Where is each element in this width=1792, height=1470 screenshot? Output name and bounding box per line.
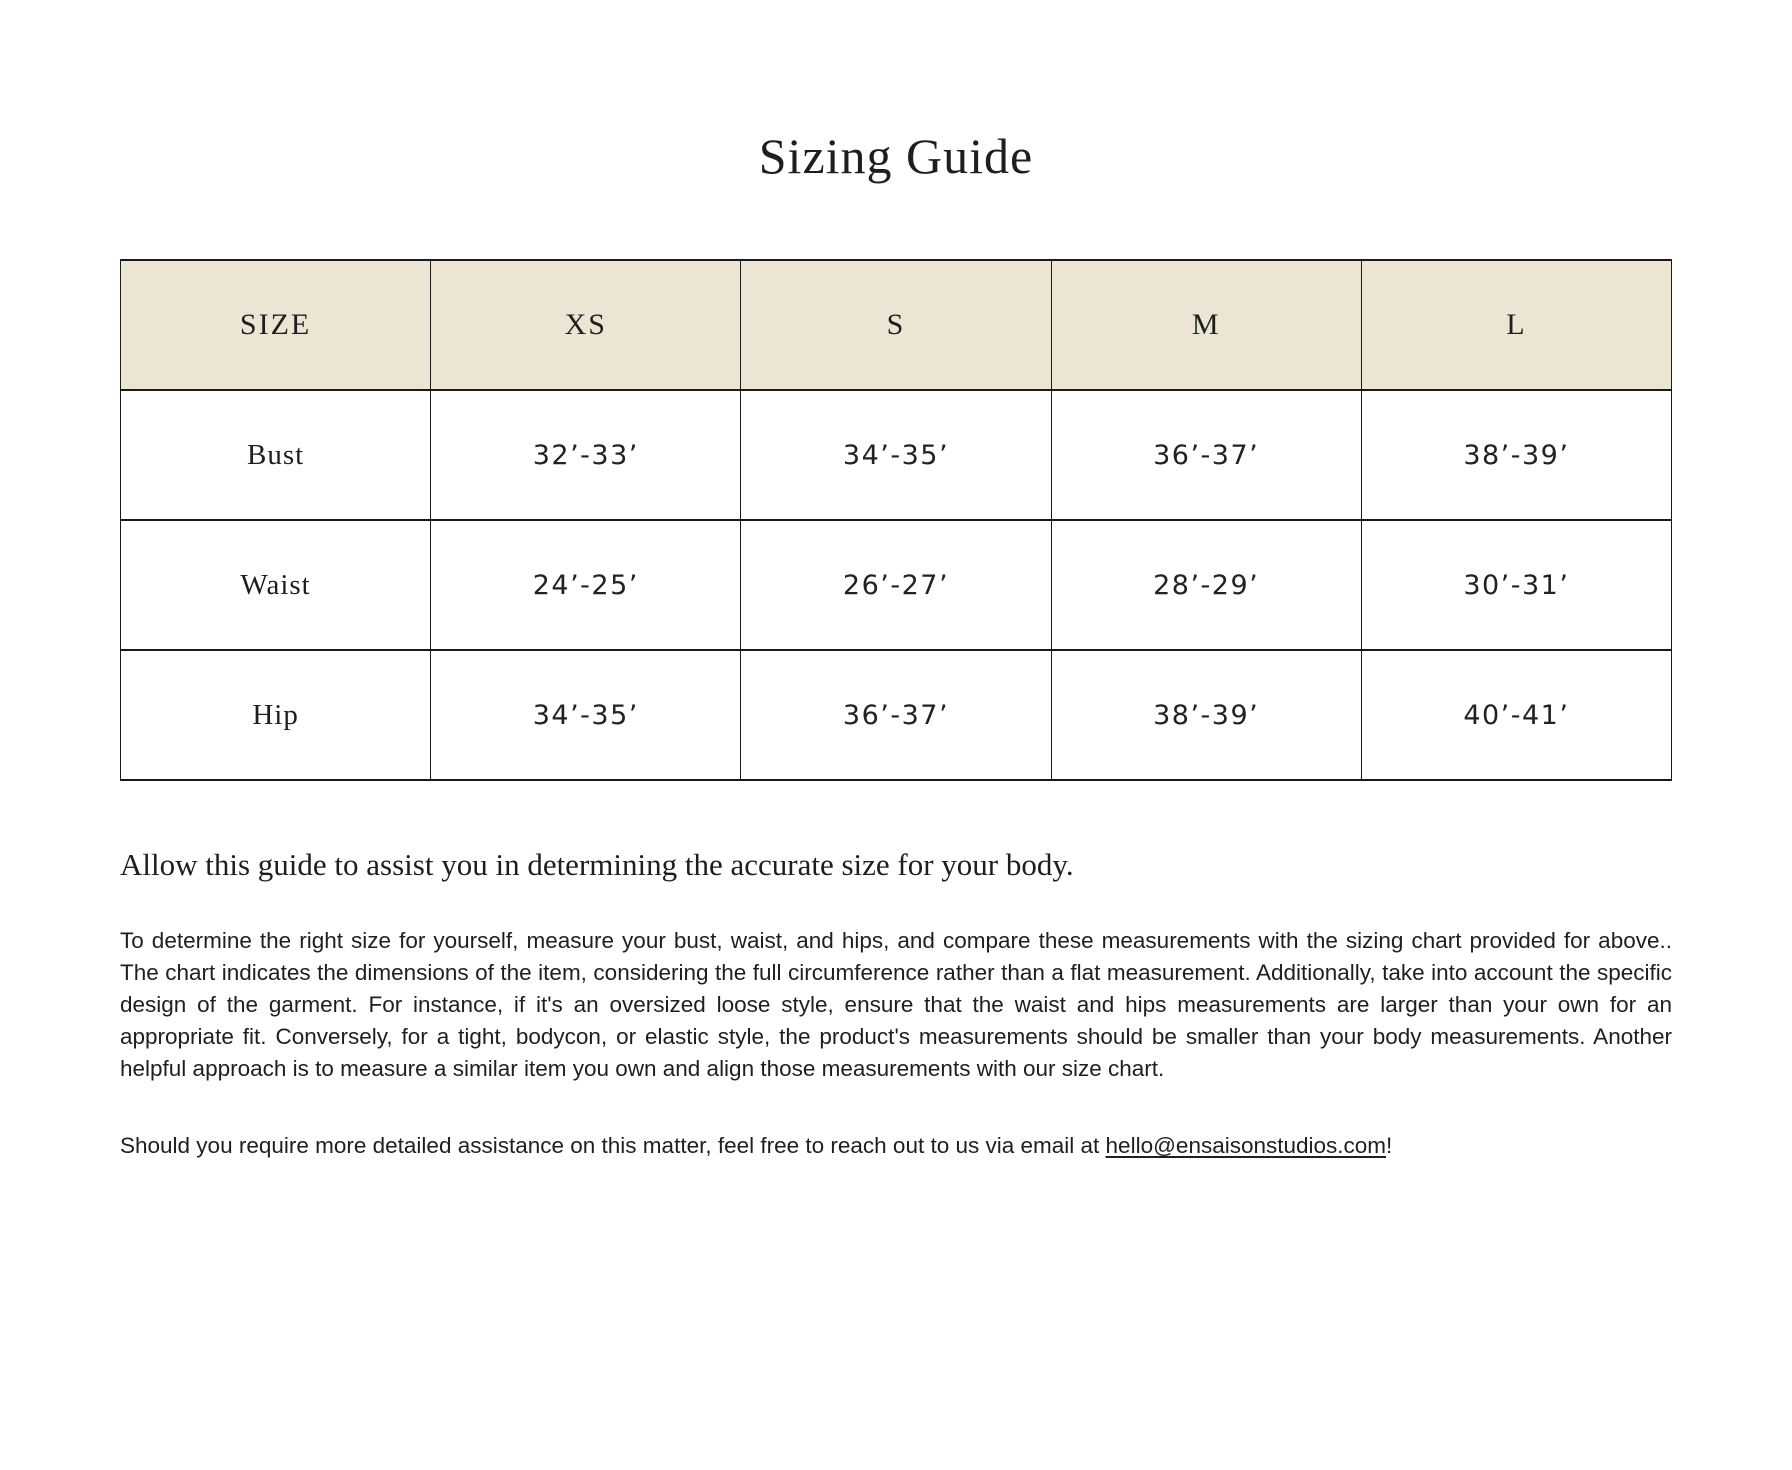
cell-bust-m: 36’-37’ (1051, 390, 1361, 520)
header-cell-m: M (1051, 260, 1361, 390)
cell-waist-l: 30’-31’ (1361, 520, 1671, 650)
row-label-hip: Hip (121, 650, 431, 780)
table-row-bust (121, 390, 1672, 520)
table-row-waist (121, 520, 1672, 650)
contact-text-prefix: Should you require more detailed assistance on this matter, feel free to reach out to us via email at (120, 1133, 1106, 1158)
header-cell-xs: XS (431, 260, 741, 390)
cell-hip-s: 36’-37’ (741, 650, 1051, 780)
header-cell-l: L (1361, 260, 1671, 390)
page-title: Sizing Guide (758, 128, 1034, 184)
cell-hip-m: 38’-39’ (1051, 650, 1361, 780)
table-row-hip (121, 650, 1672, 780)
contact-line (120, 1130, 1672, 1162)
cell-hip-xs: 34’-35’ (431, 650, 741, 780)
guide-paragraph: To determine the right size for yourself, measure your bust, waist, and hips, and compare these measurements with the sizing chart provided for above.. The chart indicates the dimensions of the item, considering the full circumference rather than a flat measurement. Additionally, take into account the specific design of the garment. For instance, if it's an oversized loose style, ensure that the waist and hips measurements are larger than your own for an appropriate fit. Conversely, for a tight, bodycon, or elastic style, the product's measurements should be smaller than your body measurements. Another helpful approach is to measure a similar item you own and align those measurements with our size chart. (120, 928, 1672, 1081)
cell-bust-l: 38’-39’ (1361, 390, 1671, 520)
cell-hip-l: 40’-41’ (1361, 650, 1671, 780)
contact-text-suffix: ! (1386, 1133, 1393, 1158)
email-link[interactable]: hello@ensaisonstudios.com (1105, 1133, 1387, 1158)
cell-waist-s: 26’-27’ (741, 520, 1051, 650)
table-header-row (121, 260, 1672, 390)
size-chart-table (120, 259, 1672, 781)
header-cell-size: SIZE (121, 260, 431, 390)
row-label-bust: Bust (121, 390, 431, 520)
cell-bust-xs: 32’-33’ (431, 390, 741, 520)
row-label-waist: Waist (121, 520, 431, 650)
cell-bust-s: 34’-35’ (741, 390, 1051, 520)
cell-waist-xs: 24’-25’ (431, 520, 741, 650)
header-cell-s: S (741, 260, 1051, 390)
guide-subheading: Allow this guide to assist you in determining the accurate size for your body. (120, 847, 1074, 882)
sizing-guide-page (120, 126, 1672, 1162)
cell-waist-m: 28’-29’ (1051, 520, 1361, 650)
